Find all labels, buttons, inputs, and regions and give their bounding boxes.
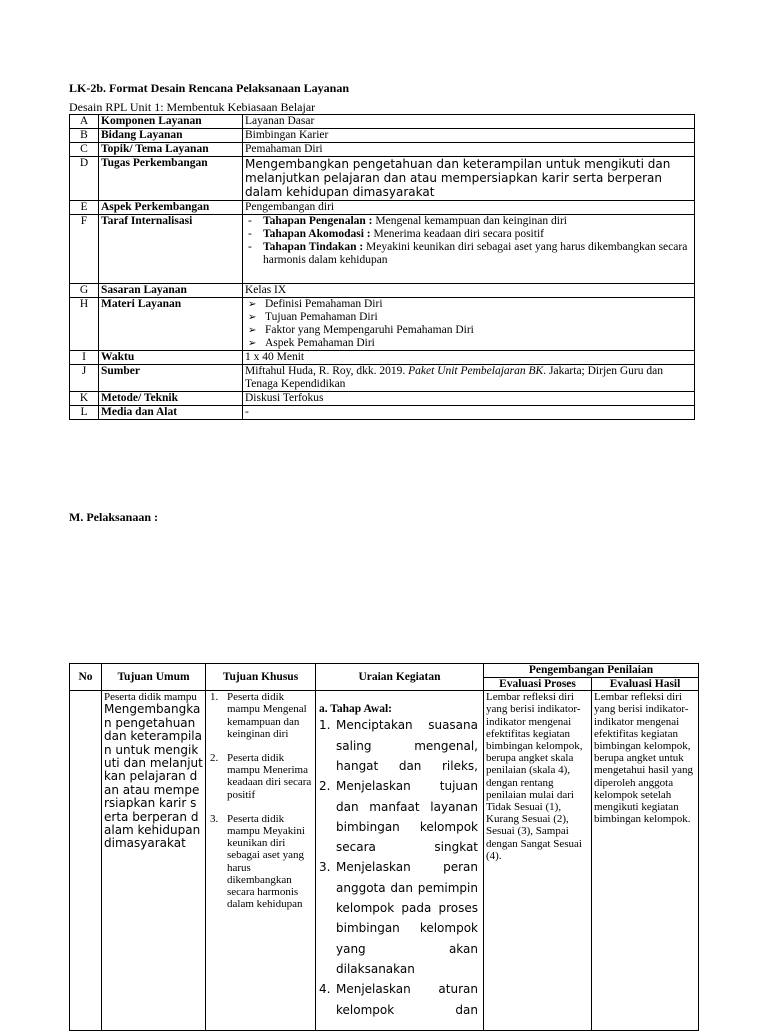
rpl-value [243, 298, 695, 351]
materi-list [245, 298, 692, 350]
rpl-row-j [70, 365, 695, 392]
rpl-code: K [70, 392, 99, 406]
rpl-code: I [70, 351, 99, 365]
item-text: Menjelaskan tujuan dan manfaat layanan bimbingan kelompok secara singkat [336, 779, 478, 855]
taraf-stage: Tahapan Tindakan : [263, 241, 364, 253]
tujuan-khusus-item [208, 691, 313, 740]
rpl-label: Tugas Perkembangan [99, 157, 243, 201]
tujuan-khusus-item [208, 813, 313, 911]
rpl-value: Kelas IX [243, 284, 695, 298]
rpl-row-f [70, 215, 695, 284]
tujuan-umum-text: Mengembangkan pengetahuan dan keterampilan untuk mengikuti dan melanjutkan pelajaran dan atau mempersiapkan karir serta berperan dalam kehidupan dimasyarakat [104, 702, 203, 851]
uraian-item [319, 857, 478, 979]
rpl-value [243, 365, 695, 392]
item-number: 1. [319, 718, 331, 733]
rpl-row-l [70, 406, 695, 420]
rpl-value: Pengembangan diri [243, 201, 695, 215]
rpl-row-e [70, 201, 695, 215]
rpl-value: Diskusi Terfokus [243, 392, 695, 406]
uraian-list [319, 715, 478, 1019]
item-number: 3. [210, 812, 219, 825]
tahap-awal-label: a. Tahap Awal: [319, 703, 392, 716]
rpl-row-k [70, 392, 695, 406]
uraian-item [319, 979, 478, 1020]
col-header-eval-proses: Evaluasi Proses [484, 678, 592, 691]
col-header-no: No [70, 664, 102, 691]
rpl-label: Bidang Layanan [99, 129, 243, 143]
item-text: Menciptakan suasana saling mengenal, hangat dan rileks, [336, 718, 478, 773]
page-heading: LK-2b. Format Desain Rencana Pelaksanaan Layanan [69, 81, 350, 95]
cell-no [70, 691, 102, 1031]
rpl-row-b [70, 129, 695, 143]
col-header-tujuan-khusus: Tujuan Khusus [206, 664, 316, 691]
col-header-uraian: Uraian Kegiatan [316, 664, 484, 691]
item-text: Peserta didik mampu Meyakini keunikan diri sebagai aset yang harus dikembangkan secara harmonis dalam kehidupan [227, 812, 305, 911]
taraf-text: Menerima keadaan diri secara positif [370, 228, 544, 240]
rpl-label: Komponen Layanan [99, 115, 243, 129]
item-number: 4. [319, 982, 331, 997]
rpl-row-g [70, 284, 695, 298]
item-number: 2. [319, 779, 331, 794]
cell-tujuan-umum [102, 691, 206, 1031]
rpl-label: Waktu [99, 351, 243, 365]
rpl-code: J [70, 365, 99, 392]
rpl-value [243, 215, 695, 284]
rpl-label: Aspek Perkembangan [99, 201, 243, 215]
item-text: Peserta didik mampu Mengenal kemampuan dan keinginan diri [227, 691, 307, 740]
taraf-item [245, 241, 692, 267]
materi-item: ➢ Faktor yang Mempengaruhi Pemahaman Diri [245, 324, 692, 337]
rpl-code: C [70, 143, 99, 157]
pelaksanaan-title: M. Pelaksanaan : [69, 510, 159, 524]
uraian-item [319, 715, 478, 776]
rpl-value: Layanan Dasar [243, 115, 695, 129]
item-number: 2. [210, 752, 219, 765]
cell-tujuan-khusus [206, 691, 316, 1031]
tujuan-umum-prefix: Peserta didik mampu [104, 691, 197, 704]
rpl-value: Pemahaman Diri [243, 143, 695, 157]
rpl-label: Topik/ Tema Layanan [99, 143, 243, 157]
rpl-row-c [70, 143, 695, 157]
rpl-code: A [70, 115, 99, 129]
rpl-value: 1 x 40 Menit [243, 351, 695, 365]
item-number: 1. [210, 691, 219, 704]
rpl-code: B [70, 129, 99, 143]
rpl-label: Media dan Alat [99, 406, 243, 420]
rpl-label: Sasaran Layanan [99, 284, 243, 298]
rpl-row-d [70, 157, 695, 201]
pelaksanaan-table [69, 663, 699, 1031]
taraf-stage: Tahapan Akomodasi : [263, 228, 371, 240]
item-text: Peserta didik mampu Menerima keadaan diri secara positif [227, 752, 312, 801]
rpl-code: E [70, 201, 99, 215]
rpl-label: Sumber [99, 365, 243, 392]
materi-item: ➢ Aspek Pemahaman Diri [245, 337, 692, 350]
taraf-item [245, 215, 692, 228]
rpl-code: H [70, 298, 99, 351]
rpl-label: Taraf Internalisasi [99, 215, 243, 284]
rpl-value: Bimbingan Karier [243, 129, 695, 143]
rpl-table [69, 114, 695, 420]
tujuan-khusus-list [208, 691, 313, 910]
materi-item: ➢ Definisi Pemahaman Diri [245, 298, 692, 311]
col-header-tujuan-umum: Tujuan Umum [102, 664, 206, 691]
col-header-pengembangan: Pengembangan Penilaian [484, 664, 699, 678]
item-text: Menjelaskan peran anggota dan pemimpin kelompok pada proses bimbingan kelompok yang akan dilaksanakan [336, 860, 478, 976]
uraian-item [319, 776, 478, 857]
cell-eval-hasil: Lembar refleksi diri yang berisi indikator-indikator mengenai efektifitas kegiatan bimbingan kelompok, berupa angket untuk mengetahui hasil yang diperoleh anggota kelompok setelah mengikuti kegiatan bimbingan kelompok. [592, 691, 699, 1031]
page-subheading: Desain RPL Unit 1: Membentuk Kebiasaan Belajar [69, 100, 316, 114]
rpl-code: D [70, 157, 99, 201]
materi-item: ➢ Tujuan Pemahaman Diri [245, 311, 692, 324]
sumber-publisher: . Jakarta; Dirjen Guru dan Tenaga Kependidikan [245, 365, 663, 390]
rpl-code: G [70, 284, 99, 298]
sumber-authors: Miftahul Huda, R. Roy, dkk. 2019. [245, 365, 409, 377]
rpl-row-h [70, 298, 695, 351]
rpl-label: Metode/ Teknik [99, 392, 243, 406]
item-number: 3. [319, 860, 331, 875]
tujuan-khusus-item [208, 752, 313, 801]
sumber-title: Paket Unit Pembelajaran BK [408, 365, 544, 377]
taraf-text: Meyakini keunikan diri sebagai aset yang harus dikembangkan secara harmonis dalam kehidupan [263, 241, 688, 266]
col-header-eval-hasil: Evaluasi Hasil [592, 678, 699, 691]
item-text: Menjelaskan aturan kelompok dan [336, 982, 478, 1017]
taraf-list [245, 215, 692, 267]
rpl-label: Materi Layanan [99, 298, 243, 351]
rpl-row-a [70, 115, 695, 129]
taraf-item [245, 228, 692, 241]
taraf-stage: Tahapan Pengenalan : [263, 215, 373, 227]
cell-uraian [316, 691, 484, 1031]
rpl-code: F [70, 215, 99, 284]
cell-eval-proses: Lembar refleksi diri yang berisi indikator-indikator mengenai efektifitas kegiatan bimbingan kelompok, berupa angket skala penilaian (skala 4), dengan rentang penilaian mulai dari Tidak Sesuai (1), Kurang Sesuai (2), Sesuai (3), Sampai dengan Sangat Sesuai (4). [484, 691, 592, 1031]
rpl-value: - [243, 406, 695, 420]
rpl-value: Mengembangkan pengetahuan dan keterampilan untuk mengikuti dan melanjutkan pelajaran dan atau mempersiapkan karir serta berperan dalam kehidupan dimasyarakat [243, 157, 695, 201]
rpl-row-i [70, 351, 695, 365]
taraf-text: Mengenal kemampuan dan keinginan diri [372, 215, 567, 227]
rpl-code: L [70, 406, 99, 420]
